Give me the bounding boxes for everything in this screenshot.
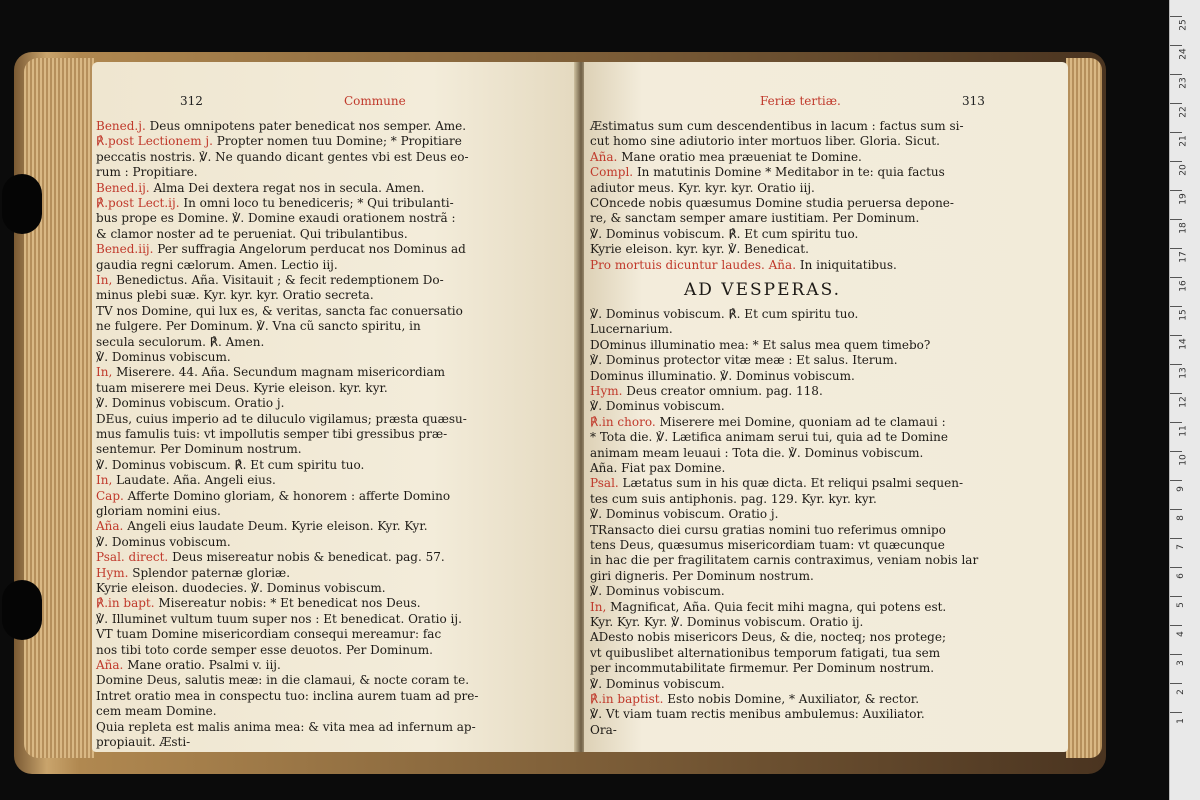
ruler-tick	[1170, 45, 1182, 46]
ruler-label: 19	[1178, 193, 1189, 205]
text-line: Aña. Angeli eius laudate Deum. Kyrie eleison. Kyr. Kyr.	[96, 519, 428, 534]
measuring-ruler	[1169, 0, 1200, 800]
left-page-text	[92, 62, 578, 749]
text-line: sentemur. Per Dominum nostrum.	[96, 442, 302, 457]
ruler-tick	[1170, 190, 1182, 191]
ruler-label: 3	[1175, 660, 1186, 666]
text-line: Quia repleta est malis anima mea: & vita mea ad infernum ap-	[96, 719, 476, 734]
left-page	[92, 62, 578, 752]
ruler-label: 13	[1178, 367, 1189, 379]
right-header	[594, 62, 1058, 108]
left-page-number: 312	[180, 94, 203, 108]
text-line: ADesto nobis misericors Deus, & die, nocteq; nos protege;	[590, 630, 946, 645]
ruler-tick	[1170, 16, 1182, 17]
text-line: In, Miserere. 44. Aña. Secundum magnam misericordiam	[96, 365, 446, 380]
text-line: re, & sanctam semper amare iustitiam. Per Dominum.	[590, 211, 920, 226]
right-running-head: Feriæ tertiæ.	[760, 94, 841, 108]
text-line: ℣. Dominus vobiscum. ℟. Et cum spiritu tuo.	[590, 307, 859, 321]
text-line: Kyrie eleison. duodecies. ℣. Dominus vobiscum.	[96, 581, 386, 595]
holding-clip-top	[2, 174, 42, 234]
text-line: cut homo sine adiutorio inter mortuos liber. Gloria. Sicut.	[590, 134, 940, 149]
right-page	[584, 62, 1068, 752]
ruler-tick	[1170, 277, 1182, 278]
ruler-label: 9	[1175, 486, 1186, 492]
text-line: vt quibuslibet alternationibus temporum fatigati, tua sem	[590, 645, 941, 660]
ruler-tick	[1170, 248, 1182, 249]
text-line: bus prope es Domine. ℣. Domine exaudi orationem nostrã :	[96, 211, 456, 226]
text-line: animam meam leuaui : Tota die. ℣. Dominus vobiscum.	[590, 445, 924, 460]
text-line: ℣. Dominus vobiscum. ℟. Et cum spiritu tuo.	[96, 457, 365, 472]
text-line: Kyr. Kyr. Kyr. ℣. Dominus vobiscum. Oratio ij.	[590, 615, 864, 629]
text-line: Kyrie eleison. kyr. kyr. ℣. Benedicat.	[590, 242, 809, 257]
text-line: ℣. Illuminet vultum tuum super nos : Et benedicat. Oratio ij.	[96, 611, 462, 626]
text-line: ℣. Dominus vobiscum. ℟. Et cum spiritu tuo.	[590, 226, 859, 241]
text-line: In, Magnificat, Aña. Quia fecit mihi magna, qui potens est.	[590, 599, 947, 614]
text-line: gaudia regni cælorum. Amen. Lectio iij.	[96, 257, 338, 272]
ruler-tick	[1170, 335, 1182, 336]
text-line: Ora-	[590, 722, 617, 737]
text-line: Lucernarium.	[590, 322, 673, 337]
text-line: secula seculorum. ℟. Amen.	[96, 334, 265, 349]
text-line: Intret oratio mea in conspectu tuo: inclina aurem tuam ad pre-	[96, 688, 479, 703]
ruler-tick	[1170, 103, 1182, 104]
ruler-label: 5	[1175, 602, 1186, 608]
text-line: mus famulis tuis: vt impollutis semper tibi gressibus præ-	[96, 427, 448, 441]
ruler-tick	[1170, 480, 1182, 481]
text-line: Psal. direct. Deus misereatur nobis & benedicat. pag. 57.	[96, 550, 445, 565]
right-fore-edge	[1066, 58, 1102, 758]
ruler-label: 24	[1178, 48, 1189, 60]
text-line: ℣. Dominus vobiscum.	[96, 350, 231, 364]
ruler-tick	[1170, 451, 1182, 452]
ruler-label: 14	[1178, 338, 1189, 350]
text-line: gloriam nomini eius.	[96, 504, 221, 518]
ruler-label: 15	[1178, 309, 1189, 321]
right-page-text	[584, 62, 1068, 737]
text-line: Bened.j. Deus omnipotens pater benedicat nos semper. Ame.	[96, 119, 467, 133]
text-line: VT tuam Domine misericordiam consequi mereamur: fac	[96, 627, 442, 642]
ruler-tick	[1170, 654, 1182, 655]
ruler-label: 2	[1175, 689, 1186, 695]
ruler-label: 22	[1178, 106, 1189, 118]
text-line: ℣. Dominus vobiscum.	[590, 676, 725, 691]
ruler-tick	[1170, 161, 1182, 162]
ruler-tick	[1170, 683, 1182, 684]
ruler-tick	[1170, 567, 1182, 568]
ruler-label: 23	[1178, 77, 1189, 89]
text-line: COncede nobis quæsumus Domine studia peruersa depone-	[590, 196, 954, 210]
text-line: Bened.iij. Per suffragia Angelorum perducat nos Dominus ad	[96, 242, 466, 257]
text-line: ℣. Vt viam tuam rectis menibus ambulemus: Auxiliator.	[590, 707, 925, 722]
text-line: In, Laudate. Aña. Angeli eius.	[96, 473, 276, 488]
text-line: ℟.in choro. Miserere mei Domine, quoniam ad te clamaui :	[590, 414, 946, 429]
text-line: Domine Deus, salutis meæ: in die clamaui, & nocte coram te.	[96, 673, 470, 688]
text-line: Psal. Lætatus sum in his quæ dicta. Et reliqui psalmi sequen-	[590, 476, 964, 491]
text-line: cem meam Domine.	[96, 704, 217, 719]
text-line: ℣. Dominus vobiscum.	[590, 584, 725, 599]
text-line: in hac die per fragilitatem carnis contraximus, veniam nobis lar	[590, 553, 979, 568]
text-line: ℟.post Lectionem j. Propter nomen tuu Domine; * Propitiare	[96, 134, 462, 149]
text-line: & clamor noster ad te perueniat. Qui tribulantibus.	[96, 226, 408, 241]
ruler-tick	[1170, 422, 1182, 423]
section-heading: AD VESPERAS.	[684, 280, 842, 300]
left-fore-edge	[24, 58, 94, 758]
ruler-tick	[1170, 625, 1182, 626]
text-line: adiutor meus. Kyr. kyr. kyr. Oratio iij.	[590, 180, 815, 195]
text-line: ℟.in baptist. Esto nobis Domine, * Auxiliator, & rector.	[590, 692, 920, 706]
text-line: Cap. Afferte Domino gloriam, & honorem : afferte Domino	[96, 488, 451, 503]
ruler-tick	[1170, 74, 1182, 75]
ruler-label: 11	[1178, 425, 1189, 437]
text-line: per incommutabilitate firmemur. Per Dominum nostrum.	[590, 661, 935, 676]
ruler-label: 10	[1178, 454, 1189, 466]
text-line: DEus, cuius imperio ad te diluculo vigilamus; præsta quæsu-	[96, 411, 467, 426]
ruler-tick	[1170, 509, 1182, 510]
ruler-label: 1	[1175, 718, 1186, 724]
text-line: minus plebi suæ. Kyr. kyr. kyr. Oratio secreta.	[96, 288, 374, 303]
left-header	[102, 62, 568, 108]
text-line: Pro mortuis dicuntur laudes. Aña. In iniquitatibus.	[590, 257, 897, 272]
text-line: TV nos Domine, qui lux es, & veritas, sancta fac conuersatio	[96, 303, 463, 318]
text-line: rum : Propitiare.	[96, 165, 198, 180]
ruler-label: 17	[1178, 251, 1189, 263]
ruler-label: 8	[1175, 515, 1186, 521]
ruler-label: 16	[1178, 280, 1189, 292]
ruler-label: 7	[1175, 544, 1186, 550]
text-line: tens Deus, quæsumus misericordiam tuam: vt quæcunque	[590, 538, 945, 552]
text-line: giri digneris. Per Dominum nostrum.	[590, 568, 814, 583]
ruler-label: 21	[1178, 135, 1189, 147]
ruler-label: 6	[1175, 573, 1186, 579]
text-line: ℣. Dominus vobiscum.	[96, 534, 231, 549]
text-line: Dominus illuminatio. ℣. Dominus vobiscum.	[590, 368, 855, 383]
text-line: ℣. Dominus protector vitæ meæ : Et salus. Iterum.	[590, 353, 898, 368]
text-line: In, Benedictus. Aña. Visitauit ; & fecit redemptionem Do-	[96, 273, 444, 287]
ruler-label: 4	[1175, 631, 1186, 637]
right-page-number: 313	[962, 94, 985, 108]
text-line: TRansacto diei cursu gratias nomini tuo referimus omnipo	[590, 522, 946, 537]
text-line: Aña. Fiat pax Domine.	[590, 461, 726, 475]
text-line: Hym. Deus creator omnium. pag. 118.	[590, 384, 823, 398]
text-line: ℟.post Lect.ij. In omni loco tu benediceris; * Qui tribulanti-	[96, 196, 454, 210]
text-line: * Tota die. ℣. Lætifica animam serui tui, quia ad te Domine	[590, 430, 948, 445]
ruler-label: 18	[1178, 222, 1189, 234]
text-line: ℣. Dominus vobiscum. Oratio j.	[96, 396, 285, 411]
text-line: Æstimatus sum cum descendentibus in lacum : factus sum si-	[590, 119, 964, 133]
text-line: peccatis nostris. ℣. Ne quando dicant gentes vbi est Deus eo-	[96, 149, 469, 164]
text-line: propiauit. Æsti-	[96, 735, 191, 749]
ruler-label: 20	[1178, 164, 1189, 176]
ruler-tick	[1170, 364, 1182, 365]
ruler-tick	[1170, 712, 1182, 713]
ruler-tick	[1170, 306, 1182, 307]
text-line: Hym. Splendor paternæ gloriæ.	[96, 565, 291, 580]
text-line: tes cum suis antiphonis. pag. 129. Kyr. kyr. kyr.	[590, 491, 877, 506]
text-line: ℣. Dominus vobiscum. Oratio j.	[590, 507, 779, 522]
ruler-label: 25	[1178, 19, 1189, 31]
text-line: Aña. Mane oratio mea præueniat te Domine.	[590, 149, 862, 164]
ruler-tick	[1170, 393, 1182, 394]
text-line: tuam miserere mei Deus. Kyrie eleison. kyr. kyr.	[96, 380, 388, 395]
text-line: ℣. Dominus vobiscum.	[590, 399, 725, 414]
left-running-head: Commune	[344, 94, 406, 108]
text-line: DOminus illuminatio mea: * Et salus mea quem timebo?	[590, 337, 931, 352]
text-line: ℟.in bapt. Misereatur nobis: * Et benedicat nos Deus.	[96, 596, 421, 611]
text-line: Aña. Mane oratio. Psalmi v. iij.	[96, 658, 281, 672]
ruler-tick	[1170, 132, 1182, 133]
text-line: Compl. In matutinis Domine * Meditabor in te: quia factus	[590, 165, 945, 180]
ruler-tick	[1170, 596, 1182, 597]
ruler-tick	[1170, 538, 1182, 539]
ruler-tick	[1170, 219, 1182, 220]
holding-clip-bottom	[2, 580, 42, 640]
ruler-label: 12	[1178, 396, 1189, 408]
text-line: ne fulgere. Per Dominum. ℣. Vna cũ sancto spiritu, in	[96, 319, 421, 334]
text-line: Bened.ij. Alma Dei dextera regat nos in secula. Amen.	[96, 180, 425, 195]
text-line: nos tibi toto corde semper esse deuotos. Per Dominum.	[96, 642, 433, 657]
